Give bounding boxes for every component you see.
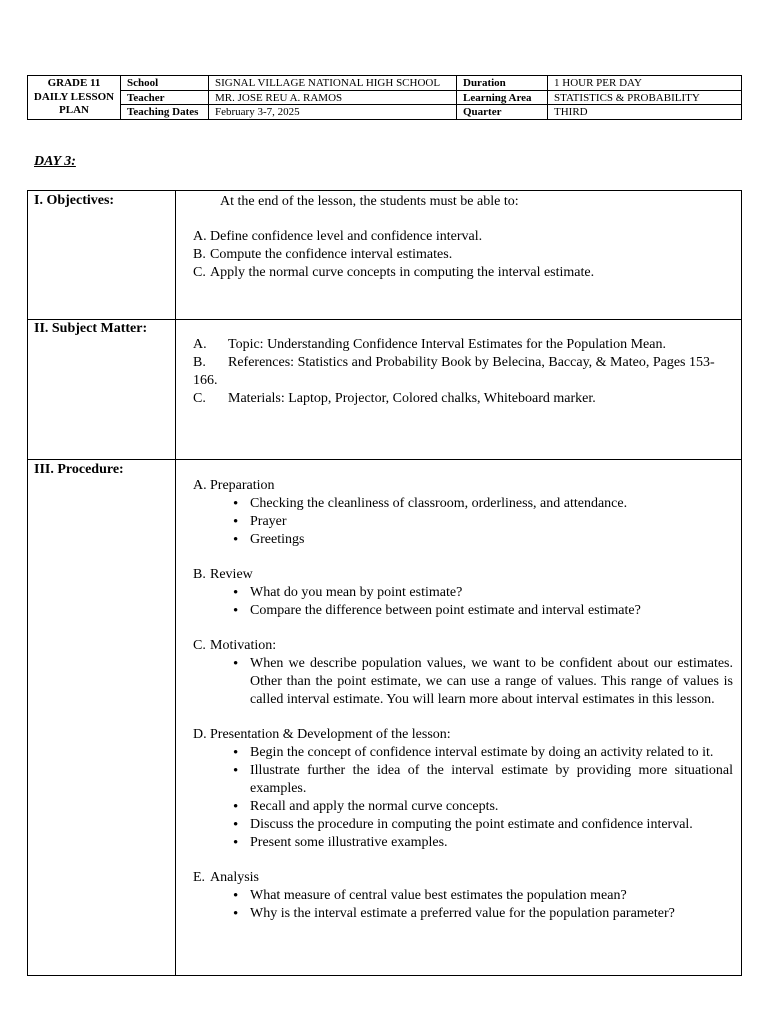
objective-text: Define confidence level and confidence interval. — [210, 229, 483, 244]
objectives-label: I. Objectives: — [28, 191, 176, 320]
grade-line: GRADE 11 — [47, 77, 101, 89]
procedure-bullet: • Begin the concept of confidence interval estimate by doing an activity related to it. — [250, 744, 733, 762]
grade-line: DAILY LESSON — [33, 90, 115, 103]
objective-marker: A. — [193, 229, 207, 244]
procedure-section — [193, 620, 733, 709]
learning-area-label: Learning Area — [457, 90, 548, 105]
subject-matter-text: Materials: Laptop, Projector, Colored chalks, Whiteboard marker. — [228, 391, 596, 406]
subject-matter-list — [193, 336, 733, 408]
subject-matter-label: II. Subject Matter: — [28, 320, 176, 460]
procedure-bullet: • Prayer — [250, 513, 733, 531]
procedure-section-title: Preparation — [210, 478, 275, 493]
procedure-section-marker: D. — [193, 727, 207, 742]
procedure-bullet: • Recall and apply the normal curve concepts. — [250, 798, 733, 816]
duration-label: Duration — [457, 76, 548, 91]
objective-item — [193, 246, 733, 264]
objective-item — [193, 264, 733, 282]
subject-matter-item — [193, 354, 733, 390]
learning-area-value: STATISTICS & PROBABILITY — [548, 90, 742, 105]
grade-line: PLAN — [59, 104, 89, 116]
objectives-row — [28, 191, 742, 320]
procedure-bullet: • What do you mean by point estimate? — [250, 584, 733, 602]
procedure-section-heading — [193, 566, 733, 584]
procedure-list — [193, 477, 733, 923]
procedure-section-marker: A. — [193, 478, 207, 493]
procedure-bullet-list — [193, 495, 733, 549]
subject-matter-item — [193, 336, 733, 354]
school-label: School — [121, 76, 209, 91]
objectives-list — [193, 228, 733, 282]
objective-marker: C. — [193, 265, 206, 280]
procedure-section — [193, 709, 733, 852]
procedure-bullet: • Compare the difference between point estimate and interval estimate? — [250, 602, 733, 620]
procedure-bullet-list — [193, 887, 733, 923]
section-spacer — [193, 709, 733, 726]
procedure-section-heading — [193, 726, 733, 744]
procedure-bullet: • Greetings — [250, 531, 733, 549]
day-title: DAY 3: — [34, 154, 76, 169]
quarter-value: THIRD — [548, 105, 742, 120]
procedure-bullet: • Discuss the procedure in computing the point estimate and confidence interval. — [250, 816, 733, 834]
teaching-dates-value: February 3-7, 2025 — [209, 105, 457, 120]
procedure-section-heading — [193, 477, 733, 495]
procedure-section-title: Analysis — [210, 870, 259, 885]
procedure-bullet: • When we describe population values, we want to be confident about our estimates. Other than the point estimate, we can use a range of values. This range of values is called interval estimate. You will learn more about interval estimates in this lesson. — [250, 655, 733, 709]
procedure-bullet-list — [193, 584, 733, 620]
procedure-bullet: • Why is the interval estimate a preferred value for the population parameter? — [250, 905, 733, 923]
subject-matter-marker: A. — [193, 337, 207, 352]
procedure-bullet-list — [193, 744, 733, 852]
procedure-bullet-list — [193, 655, 733, 709]
procedure-section-heading — [193, 869, 733, 887]
objective-marker: B. — [193, 247, 206, 262]
procedure-bullet: • What measure of central value best estimates the population mean? — [250, 887, 733, 905]
lesson-plan-body-table — [27, 190, 742, 976]
procedure-section — [193, 477, 733, 549]
section-spacer — [193, 852, 733, 869]
procedure-label: III. Procedure: — [28, 460, 176, 976]
grade-cell — [28, 76, 121, 120]
school-value: SIGNAL VILLAGE NATIONAL HIGH SCHOOL — [209, 76, 457, 91]
objective-item — [193, 228, 733, 246]
subject-matter-item — [193, 390, 733, 408]
subject-matter-text: Topic: Understanding Confidence Interval Estimates for the Population Mean. — [228, 337, 666, 352]
objective-text: Compute the confidence interval estimates. — [210, 247, 453, 262]
duration-value: 1 HOUR PER DAY — [548, 76, 742, 91]
procedure-section — [193, 549, 733, 620]
objective-text: Apply the normal curve concepts in computing the interval estimate. — [210, 265, 595, 280]
procedure-bullet: • Present some illustrative examples. — [250, 834, 733, 852]
subject-matter-marker: C. — [193, 391, 206, 406]
procedure-section-marker: C. — [193, 638, 206, 653]
teacher-value: MR. JOSE REU A. RAMOS — [209, 90, 457, 105]
teaching-dates-label: Teaching Dates — [121, 105, 209, 120]
subject-matter-text: References: Statistics and Probability Book by Belecina, Baccay, & Mateo, Pages 153-166. — [193, 355, 715, 388]
procedure-row — [28, 460, 742, 976]
teacher-label: Teacher — [121, 90, 209, 105]
procedure-bullet: • Illustrate further the idea of the interval estimate by providing more situational examples. — [250, 762, 733, 798]
objectives-content — [176, 191, 742, 320]
objectives-intro: At the end of the lesson, the students must be able to: — [220, 194, 519, 209]
procedure-section — [193, 852, 733, 923]
subject-matter-content — [176, 320, 742, 460]
lesson-plan-header-table — [27, 75, 742, 120]
quarter-label: Quarter — [457, 105, 548, 120]
procedure-section-title: Motivation: — [210, 638, 277, 653]
procedure-section-marker: E. — [193, 870, 206, 885]
section-spacer — [193, 549, 733, 566]
subject-matter-marker: B. — [193, 355, 206, 370]
procedure-section-title: Presentation & Development of the lesson: — [210, 727, 451, 742]
procedure-section-title: Review — [210, 567, 253, 582]
procedure-section-marker: B. — [193, 567, 206, 582]
procedure-content — [176, 460, 742, 976]
subject-matter-row — [28, 320, 742, 460]
procedure-section-heading — [193, 637, 733, 655]
procedure-bullet: • Checking the cleanliness of classroom, orderliness, and attendance. — [250, 495, 733, 513]
section-spacer — [193, 620, 733, 637]
